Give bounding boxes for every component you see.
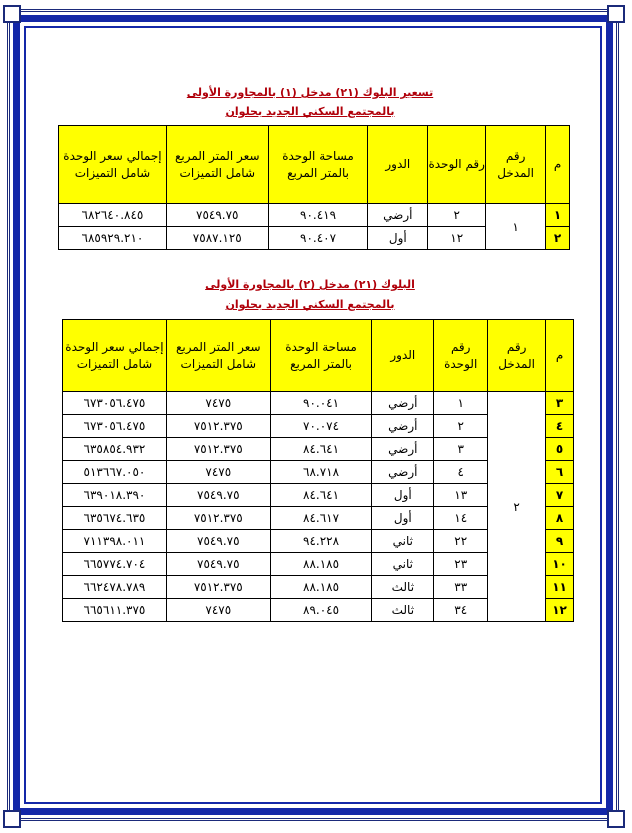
floor: ثاني: [372, 530, 434, 553]
total-price: ٦٧٣٠٥٦.٤٧٥: [63, 392, 167, 415]
sqm-price: ٧٥١٢.٣٧٥: [166, 438, 270, 461]
row-index: ١٢: [546, 599, 574, 622]
header-unit: رقم الوحدة: [428, 126, 486, 204]
sqm-price: ٧٥١٢.٣٧٥: [166, 507, 270, 530]
block2-title-line1: البلوك (٢١) مدخل (٢) بالمجاورة الأولى: [205, 278, 415, 291]
unit-number: ٢٣: [434, 553, 488, 576]
unit-number: ٣٣: [434, 576, 488, 599]
unit-area: ٨٤.٦٤١: [270, 484, 372, 507]
border-corner-ornament: [607, 5, 625, 23]
floor: ثاني: [372, 553, 434, 576]
table-row: [63, 392, 574, 415]
header-floor: الدور: [372, 320, 434, 392]
total-price: ٦٨٢٦٤٠.٨٤٥: [59, 204, 167, 227]
floor: أرضي: [372, 392, 434, 415]
header-total: إجمالي سعر الوحدة شامل التميزات: [63, 320, 167, 392]
total-price: ٦٦٥٦١١.٣٧٥: [63, 599, 167, 622]
border-corner-ornament: [3, 5, 21, 23]
row-index: ١١: [546, 576, 574, 599]
sqm-price: ٧٥٨٧.١٢٥: [166, 227, 268, 250]
sqm-price: ٧٤٧٥: [166, 461, 270, 484]
header-area: مساحة الوحدة بالمتر المربع: [268, 126, 368, 204]
sqm-price: ٧٥٤٩.٧٥: [166, 530, 270, 553]
unit-area: ٩٠.٠٤١: [270, 392, 372, 415]
entrance-number: ٢: [488, 392, 546, 622]
header-unit: رقم الوحدة: [434, 320, 488, 392]
unit-area: ٩٤.٢٢٨: [270, 530, 372, 553]
unit-number: ٣: [434, 438, 488, 461]
header-m: م: [546, 320, 574, 392]
border-corner-ornament: [3, 810, 21, 828]
row-index: ٩: [546, 530, 574, 553]
unit-number: ٣٤: [434, 599, 488, 622]
header-total: إجمالي سعر الوحدة شامل التميزات: [59, 126, 167, 204]
unit-area: ٨٤.٦١٧: [270, 507, 372, 530]
floor: ثالث: [372, 576, 434, 599]
unit-number: ٢٢: [434, 530, 488, 553]
total-price: ٧١١٣٩٨.٠١١: [63, 530, 167, 553]
floor: أول: [372, 484, 434, 507]
total-price: ٦٣٥٨٥٤.٩٣٢: [63, 438, 167, 461]
row-index: ٦: [546, 461, 574, 484]
unit-number: ١٤: [434, 507, 488, 530]
floor: أول: [372, 507, 434, 530]
floor: أرضي: [368, 204, 428, 227]
header-sqm-price: سعر المتر المربع شامل التميزات: [166, 126, 268, 204]
header-sqm-price: سعر المتر المربع شامل التميزات: [166, 320, 270, 392]
unit-area: ٧٠.٠٧٤: [270, 415, 372, 438]
row-index: ٧: [546, 484, 574, 507]
row-index: ١٠: [546, 553, 574, 576]
row-index: ٥: [546, 438, 574, 461]
total-price: ٦٣٥٦٧٤.٦٣٥: [63, 507, 167, 530]
unit-area: ٦٨.٧١٨: [270, 461, 372, 484]
unit-area: ٨٩.٠٤٥: [270, 599, 372, 622]
entrance-number: ١: [486, 204, 546, 250]
table-row: [59, 204, 570, 227]
sqm-price: ٧٤٧٥: [166, 392, 270, 415]
unit-number: ٤: [434, 461, 488, 484]
total-price: ٦٦٢٤٧٨.٧٨٩: [63, 576, 167, 599]
sqm-price: ٧٤٧٥: [166, 599, 270, 622]
total-price: ٦٦٥٧٧٤.٧٠٤: [63, 553, 167, 576]
unit-area: ٨٨.١٨٥: [270, 576, 372, 599]
unit-area: ٩٠.٤١٩: [268, 204, 368, 227]
block1-title-line1: تسعير البلوك (٢١) مدخل (١) بالمجاورة الأولى: [186, 86, 434, 99]
floor: أرضي: [372, 461, 434, 484]
header-m: م: [546, 126, 570, 204]
total-price: ٦٣٩٠١٨.٣٩٠: [63, 484, 167, 507]
row-index: ٨: [546, 507, 574, 530]
unit-area: ٨٨.١٨٥: [270, 553, 372, 576]
row-index: ٢: [546, 227, 570, 250]
total-price: ٦٨٥٩٢٩.٢١٠: [59, 227, 167, 250]
unit-area: ٩٠.٤٠٧: [268, 227, 368, 250]
floor: ثالث: [372, 599, 434, 622]
sqm-price: ٧٥٤٩.٧٥: [166, 484, 270, 507]
sqm-price: ٧٥٤٩.٧٥: [166, 204, 268, 227]
sqm-price: ٧٥٤٩.٧٥: [166, 553, 270, 576]
block1-title-line2: بالمجتمع السكني الجديد بحلوان: [225, 105, 395, 118]
sqm-price: ٧٥١٢.٣٧٥: [166, 576, 270, 599]
header-area: مساحة الوحدة بالمتر المربع: [270, 320, 372, 392]
sqm-price: ٧٥١٢.٣٧٥: [166, 415, 270, 438]
unit-number: ٢: [428, 204, 486, 227]
row-index: ٣: [546, 392, 574, 415]
unit-area: ٨٤.٦٤١: [270, 438, 372, 461]
border-corner-ornament: [607, 810, 625, 828]
unit-number: ١٣: [434, 484, 488, 507]
unit-number: ١: [434, 392, 488, 415]
row-index: ١: [546, 204, 570, 227]
floor: أول: [368, 227, 428, 250]
unit-number: ٢: [434, 415, 488, 438]
unit-number: ١٢: [428, 227, 486, 250]
header-floor: الدور: [368, 126, 428, 204]
block2-price-table: [62, 319, 574, 622]
floor: أرضي: [372, 415, 434, 438]
block1-price-table: [58, 125, 570, 250]
header-entrance: رقم المدخل: [486, 126, 546, 204]
header-entrance: رقم المدخل: [488, 320, 546, 392]
total-price: ٦٧٣٠٥٦.٤٧٥: [63, 415, 167, 438]
block2-title-line2: بالمجتمع السكني الجديد بحلوان: [225, 298, 395, 311]
floor: أرضي: [372, 438, 434, 461]
row-index: ٤: [546, 415, 574, 438]
total-price: ٥١٣٦٦٧.٠٥٠: [63, 461, 167, 484]
